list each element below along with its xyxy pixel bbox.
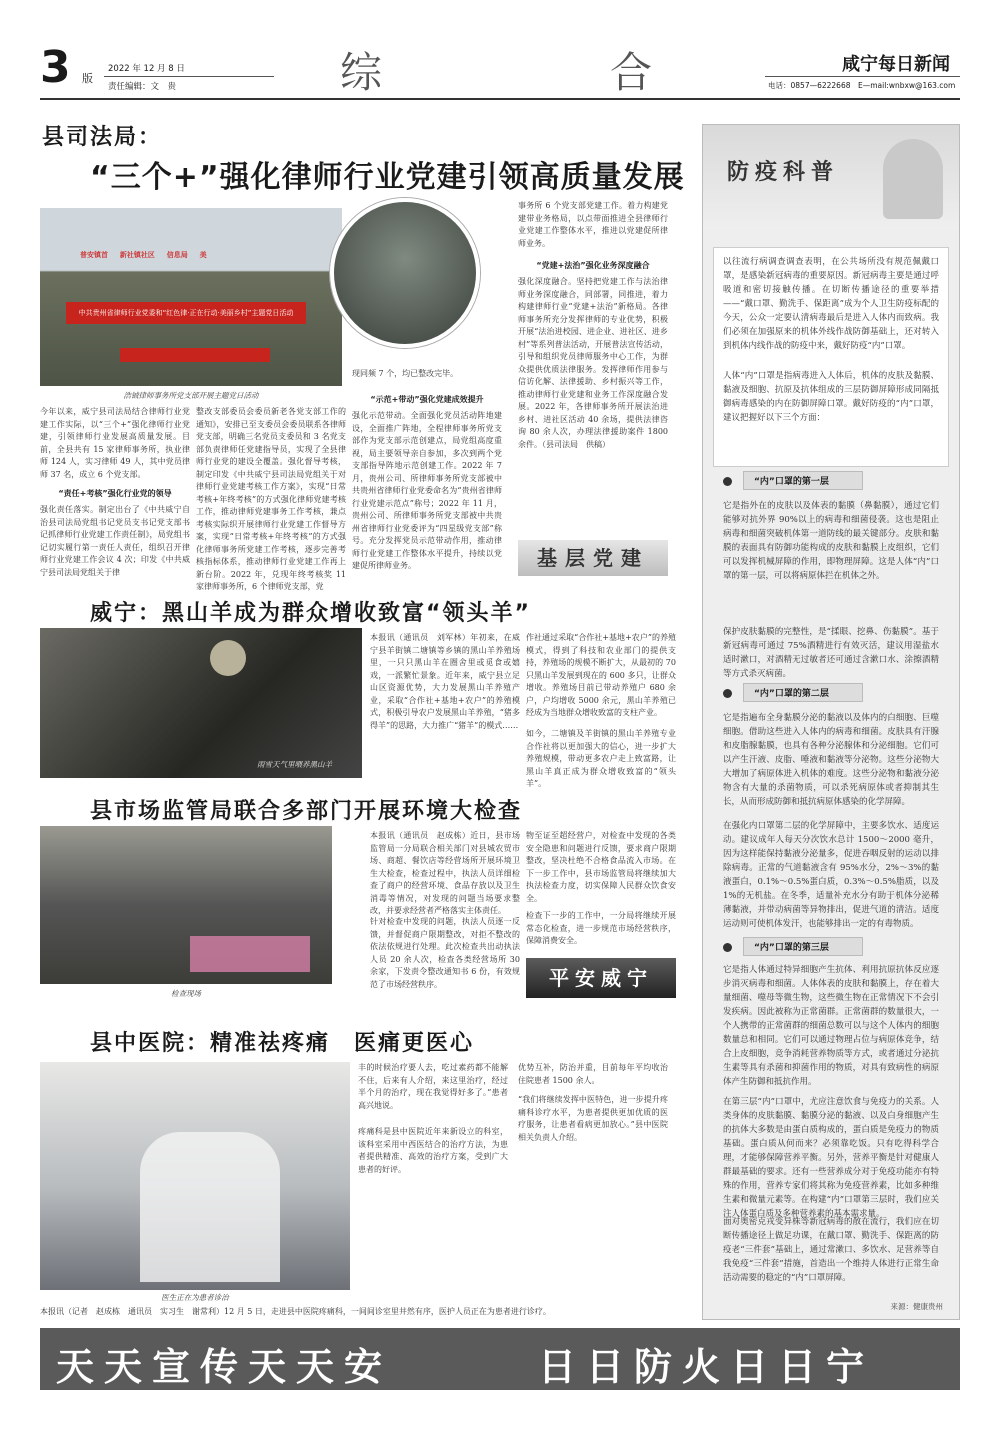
- article-title: “三个+”强化律师行业党建引领高质量发展: [90, 160, 685, 195]
- contact: 电话：0857—6222668 E—mail:wnbxw@163.com: [768, 81, 956, 90]
- footer-slogan: [40, 1328, 960, 1390]
- layer3-heading: “内”口罩的第三层: [743, 937, 863, 956]
- side-intro: 以往流行病调查调查表明，在公共场所没有规范佩戴口罩，是感染新冠病毒的重要原因。新冠病毒主要是通过呼吸道和密切接触传播。在切断传播途径的重要举措——“戴口罩、勤洗手、保距离”成为个人卫生防疫标配的今天，公众一定要认清病毒最后是进入人体内而致病。我们必须在加强原来的机体外线作战防御基础上，还对转入到机体内线作战的防疫中来，戴好防疫“内”口罩。: [723, 257, 939, 351]
- article-tcm-hospital: [40, 1020, 690, 1320]
- article-justice-bureau: [40, 110, 690, 591]
- a2-col2: 作社通过采取“合作社+基地+农户”的养殖模式，得到了科技和农业部门的提供支持，养殖场的规模不断扩大，从最初的 70 只黑山羊发展到现在的 600 多只，让群众增收。养殖场目前已带动养殖户 680 余户，户均增收 5000 余元，黑山羊养殖已经成为当地群众增收致富的支柱产业。: [526, 633, 676, 717]
- a4-col3b: “我们将继续发挥中医特色，进一步提升疼痛科诊疗水平，为患者提供更加优质的医疗服务，让患者看病更加放心。”县中医院相关负责人介绍。: [518, 1095, 668, 1142]
- side-intro-2: 人体“内”口罩是指病毒进入人体后，机体的皮肤及黏膜、黏液及细胞、抗原及抗体组成的三层防御屏障形成同隔抵御病毒感染的内在防御屏障口罩。戴好防疫的“内”口罩，建议把握好以下三个方面：: [723, 371, 939, 423]
- slogan-right: 日日防火日日宁: [538, 1345, 875, 1389]
- photo-caption-2: 雨雪天气里喂养黑山羊: [257, 760, 332, 769]
- party-day-photo: [40, 208, 342, 386]
- syringe-icon: [883, 139, 943, 219]
- a3-col3b: 检查下一步的工作中，一分局将继续开展常态化检查，进一步规范市场经营秩序，保障消费安全。: [526, 911, 676, 945]
- a1-subhead-3: “党建+法治”强化业务深度融合: [536, 261, 650, 270]
- article-title: 县市场监管局联合多部门开展环境大检查: [90, 799, 523, 824]
- article-black-goat: [40, 590, 690, 788]
- sidebar-header: [703, 125, 959, 229]
- photo-sign: 普安镇首 新社镇社区 信息局 美: [80, 251, 207, 259]
- a4-col2: 丰的时候治疗要人去，吃过素药都不能解不住，后来有人介绍，来这里治疗，经过半个月的治疗，现在我觉得好多了。”患者高兴地说。: [358, 1063, 508, 1110]
- sidebar-epidemic-science: [702, 124, 960, 1320]
- photo-caption-1: 浩钺律师事务所党支部开展主题党日活动: [123, 391, 259, 400]
- date: 2022 年 12 月 8 日: [108, 64, 185, 74]
- a1-col4: 强化深度融合。坚持把党建工作与法治律师业务深度融合，同部署，同推进，着力构建律师行业“党建+法治”新格局。各律师事务所充分发挥律师的专业优势，积极开展“法治进校园、进企业、进社区、进乡村”等系列普法活动，开展普法宣传活动，引导和组织党员律师服务中心工作，为群众提供优质法律服务。发挥律师作用参与信访化解、法律援助、乡村振兴等工作，推动律师行业党建和业务工作深度融合发展。2022 年，各律师事务所开展法治进乡村、进社区活动 40 余场，提供法律咨询 80 余人次，办理法律援助案件 1800 余件。（县司法局 供稿）: [518, 277, 668, 449]
- slogan-left: 天天宣传天天安: [56, 1345, 393, 1389]
- article-market-inspection: [40, 790, 690, 1010]
- a1-col2: 整改支部委员会委员新老各党支部工作的通知》，安排已至支委员会委员联系各律师党支部，明确三名党员支委员和 3 名党支部负责律师任党建指导员，实现了全县律师行业党的建设全覆盖。强化督导考核，制定印发《中共威宁县司法局党组关于对律师行业党建考核工作方案》，实现“日常考核+年终考核”的方式强化律师党建考核工作，推动律师党建事务工作考核，兼点考核实际织开展律师行业党建工作督导方案，实现“日常考核+年终考核”的方式强化律师事务所党建工作考核，逐步完善考核指标体系，推动律师行业党建工作再上新台阶。2022 年，兑现年终考核奖 11 家律师事务所，6 个律师党支部，党: [196, 407, 346, 591]
- hospital-photo: [40, 1062, 350, 1290]
- section-char-2: 合: [610, 48, 653, 97]
- section-char-1: 综: [340, 48, 383, 97]
- article-title: 县中医院：精准祛疼痛 医痛更医心: [90, 1031, 475, 1056]
- circle-photo: [330, 198, 480, 348]
- layer1-text-2: 保护皮肤黏膜的完整性，是“揉眼、挖鼻、伤黏膜”。基于新冠病毒可通过 75%酒精进行有效灭活，建议用湿盐水适时漱口，对酒精无过敏者还可通过含漱口水、涂擦酒精等方式杀灭病菌。: [723, 627, 939, 679]
- layer2-text-2: 在强化内口罩第二层的化学屏障中，主要多饮水、适度运动。建议成年人每天分次饮水总计 1500～2000 毫升，因为这样能保持黏液分泌量多，促进吞咽反射的运动以排除病毒。正常的气道黏液含有 95%水分，2%～3%的黏液蛋白，0.1%～0.5%蛋白质，0.3%～0.5%脂质，以及 1%的无机盐。在冬季，适量补充水分有助于机体分泌稀薄黏液，并带动病菌等异物排出，促进气道的清洁。适度运动则可使机体发汗，也能够排出一定的有毒物质。: [723, 821, 939, 929]
- bullet-icon: [723, 689, 732, 698]
- a1-col1: 今年以来，威宁县司法局结合律师行业党建工作实际，以“三个+”强化律师行业党建，引领律师行业发展高质量发展。目前，全县共有 15 家律师事务所，执业律师 124 人，实习律师 49 人，其中党员律师 37 名，成立 6 个党支部。: [40, 407, 190, 479]
- article-kicker: 县司法局：: [42, 125, 163, 150]
- a3-col1: 本报讯（通讯员 赵成栋）近日，县市场监管局一分局联合相关部门对县城农贸市场、商超、餐饮店等经营场所开展环境卫生大检查，检查过程中，执法人员详细检查了商户的经营环境、食品存放以及卫生消毒等情况，对发现的问题当场要求整改，并要求经营者严格落实主体责任。: [370, 831, 520, 915]
- tag-safe-weining: 平安威宁: [526, 958, 676, 998]
- a3-col2: 针对检查中发现的问题，执法人员逐一反馈，并督促商户限期整改，对拒不整改的依法依规进行处理。此次检查共出动执法人员 20 余人次，检查各类经营场所 30 余家，下发责令整改通知书 6 份，有效规范了市场经营秩序。: [370, 917, 520, 989]
- masthead: [40, 40, 960, 96]
- paper-name: 咸宁每日新闻: [842, 54, 950, 75]
- a1-col3top: 现同频 7 个，均已整改完毕。: [352, 369, 459, 378]
- a4-col3: 优势互补，防治并重，目前每年平均收治住院患者 1500 余人。: [518, 1063, 668, 1085]
- a4-col1: 本报讯（记者 赵成栋 通讯员 实习生 谢常利）12 月 5 日，走进县中医院疼痛科，一间间诊室里井然有序，医护人员正在为患者进行诊疗。: [40, 1307, 551, 1316]
- source: 来源：健康贵州: [890, 1302, 943, 1311]
- photo-banner: 中共贵州省律师行业党委和“红色律·正在行动·美丽乡村”主题党日活动: [66, 302, 306, 324]
- layer3-text-3: 面对奥密克戎变异株等新冠病毒的散在流行，我们应在切断传播途径上做足功课，在戴口罩、勤洗手、保距离的防疫老“三件套”基础上，通过常漱口、多饮水、足营养等自我免疫“三件套”措施，首造出一个维持人体进行正常生命活动需要的稳定的“内”口罩屏障。: [723, 1217, 939, 1283]
- layer2-text: 它是指遍布全身黏膜分泌的黏液以及体内的白细胞、巨噬细胞。借助这些进入人体内的病毒和细菌。皮肤具有汗腺和皮脂腺黏膜，也具有各种分泌腺体和分泌细胞。它们可以产生汗液、皮脂、唾液和黏液等分泌物。这些分泌物大大增加了病原体进入机体的难度。这些分泌物和黏液分泌物含有大量的杀菌物质，可以杀死病原体或者抑制其生长，从而形成防御和抵抗病原体感染的化学屏障。: [723, 713, 939, 807]
- a3-col3: 物至证至超经营户，对检查中发现的各类安全隐患和问题进行反馈，要求商户限期整改，坚决杜绝不合格食品流入市场。在下一步工作中，县市场监管局将继续加大执法检查力度，切实保障人民群众饮食安全。: [526, 831, 676, 903]
- goat-photo: [40, 628, 362, 778]
- a2-col2b: 如今，二塘镇及羊街镇的黑山羊养殖专业合作社将以更加强大的信心，进一步扩大养殖规模，带动更多农户走上致富路，让黑山羊真正成为群众增收致富的“领头羊”。: [526, 729, 676, 788]
- a4-col2b: 疼痛科是县中医院近年来新设立的科室，该科室采用中西医结合的治疗方法，为患者提供精准、高效的治疗方案，受到广大患者的好评。: [358, 1127, 508, 1174]
- a1-subhead-1: “责任+考核”强化行业党的领导: [58, 489, 172, 498]
- tag-grassroots: 基层党建: [518, 540, 668, 576]
- a1-col1b: 强化责任落实。制定出台了《中共威宁自治县司法局党组书记党员支书记党支部书记抓律师行业党建工作责任制》，局党组书记切实履行第一责任人责任，组织召开律师行业党建工作会议 4 次；印发《中共威宁县司法局党组关于律: [40, 505, 190, 577]
- layer1-heading: “内”口罩的第一层: [743, 471, 863, 490]
- a1-col4top: 事务所 6 个党支部党建工作。着力构建党建带业务格局，以点带面推进全县律师行业党建工作整体水平，推进以党建促所律师业务。: [518, 201, 668, 248]
- layer2-heading: “内”口罩的第二层: [743, 683, 863, 702]
- a1-subhead-2: “示范+带动”强化党建成效提升: [370, 395, 484, 404]
- bullet-icon: [723, 477, 732, 486]
- article-title: 威宁：黑山羊成为群众增收致富“领头羊”: [90, 601, 531, 626]
- layer3-text: 它是指人体通过特异细胞产生抗体、利用抗原抗体反应逐步消灭病毒和细菌。人体体表的皮肤和黏膜上，存在着大量细菌、噬母等微生物，这些微生物在正常情况下不会引发疾病。因此被称为正常菌群。正常菌群的数量很大，一个人携带的正常菌群的细菌总数可以与这个人体内的细胞数量总和相同。它们可以通过物理占位与病原体竞争，结合上皮细胞，竞争消耗营养物质等方式，或者通过分泌抗生素等具有杀菌和抑菌作用的物质，对具有致病性的病原体产生防御和抵抗作用。: [723, 965, 939, 1087]
- layer3-text-2: 在第三层“内”口罩中，尤应注意饮食与免疫力的关系。人类身体的皮肤黏膜、黏膜分泌的黏液、以及白身细胞产生的抗体大多数是由蛋白质构成的，蛋白质是免疫力的物质基础。蛋白质从何而来？必须靠吃饭。只有吃得科学合理，才能够保障营养平衡。另外，营养平衡是针对健康人群最基础的要求。还有一些营养成分对于免疫功能亦有特殊的作用，营养专家们将其称为免疫营养素，比如多种维生素和微量元素等。在构建“内”口罩第三层时，我们应关注人体蛋白质及多种营养素的基本需求量。: [723, 1097, 939, 1219]
- a1-col3: 强化示范带动。全面强化党员活动阵地建设，全面推广阵地，全程律师事务所党支部作为党支部示范创建点，局党组高度重视，局主要领导亲自参加，多次到两个党支部指导阵地示范创建工作。2022 年 7 月，贵州公司、所律师事务所党支部被中共贵州省律师行业党委命名为“贵州省律师行业党建示范点”称号；2022 年 11 月，贵州公司、所律师事务所党支部被中共贵州省律师行业党委评为“四星级党支部”称号。充分发挥党员示范带动作用，推动律师行业党建工作整体水平提升，持续以党建促所律师业务。: [352, 411, 502, 570]
- sidebar-title: 防疫科普: [727, 159, 840, 185]
- editor: 责任编辑：文 贵: [108, 82, 177, 92]
- inspection-photo: [40, 826, 332, 984]
- page-number: 3: [40, 42, 71, 93]
- layer1-text: 它是指外在的皮肤以及体表的黏膜（鼻黏膜），通过它们能够对抗外界 90%以上的病毒和细菌侵袭。这也是阻止病毒和细菌突破机体第一道防线的最关键部分。皮肤和黏膜的表面具有防御功能构成的皮肤和黏膜上皮组织，它们可以发挥机械屏障的作用，即物理屏障。这是人体“内”口罩的第一层，可以将病原体拦在机体之外。: [723, 501, 939, 581]
- photo-caption-4: 医生正在为患者诊治: [161, 1293, 229, 1302]
- page-ban: 版: [82, 72, 93, 85]
- a2-col1: 本报讯（通讯员 刘军林）年初来，在威宁县羊街镇二塘镇等乡镇的黑山羊养殖场里，一只只黑山羊在圈舍里或觅食或嬉戏，一派繁忙景象。近年来，威宁县立足山区资源优势，大力发展黑山羊养殖产业，采取“合作社+基地+农户”的养殖模式，积极引导农户发展黑山羊养殖，“猪多得羊”的思路，大力推广“猪羊”的模式……: [370, 633, 520, 730]
- photo-caption-3: 检查现场: [171, 989, 201, 998]
- bullet-icon: [723, 943, 732, 952]
